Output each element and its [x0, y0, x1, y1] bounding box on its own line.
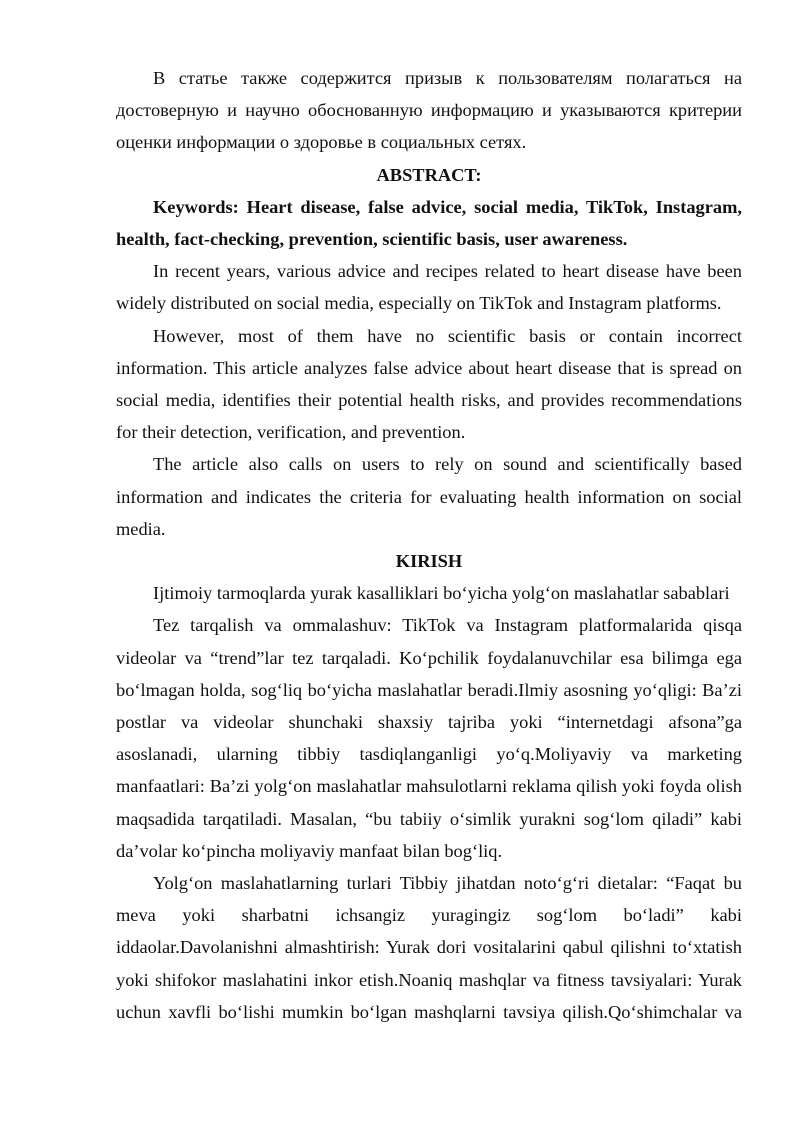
abstract-heading: ABSTRACT: — [376, 164, 482, 185]
intro-paragraph: Tez tarqalish va ommalashuv: TikTok va Instagram platformalarida qisqa videolar va “trend”lar tez tarqaladi. Ko‘pchilik foydalanuvchilar esa bilimga ega bo‘lmagan holda, sog‘liq bo‘yicha maslahatlar beradi.Ilmiy asosning yo‘qligi: Ba’zi postlar va videolar shunchaki shaxsiy tajriba yoki “internetdagi afsona”ga asoslanadi, ularning tibbiy tasdiqlanganligi yo‘q.Moliyaviy va marketing manfaatlari: Ba’zi yolg‘on maslahatlar mahsulotlarni reklama qilish yoki foyda olish maqsadida tarqatiladi. Masalan, “bu tabiiy o‘simlik yurakni sog‘lom qiladi” kabi da’volar ko‘pincha moliyaviy manfaat bilan bog‘liq. — [116, 615, 742, 861]
keywords-paragraph: Keywords: Heart disease, false advice, social media, TikTok, Instagram, health, fact-checking, prevention, scientific basis, user awareness. — [116, 196, 742, 250]
abstract-paragraph: In recent years, various advice and recipes related to heart disease have been widely distributed on social media, especially on TikTok and Instagram platforms. — [116, 261, 742, 314]
abstract-paragraph: However, most of them have no scientific basis or contain incorrect information. This article analyzes false advice about heart disease that is spread on social media, identifies their potential health risks, and provides recommendations for their detection, verification, and prevention. — [116, 325, 742, 443]
russian-abstract-closing-paragraph: В статье также содержится призыв к пользователям полагаться на достоверную и научно обоснованную информацию и указываются критерии оценки информации о здоровье в социальных сетях. — [116, 68, 742, 153]
intro-paragraph: Yolg‘on maslahatlarning turlari Tibbiy jihatdan noto‘g‘ri dietalar: “Faqat bu meva yoki sharbatni ichsangiz yuragingiz sog‘lom bo‘ladi” kabi iddaolar.Davolanishni almashtirish: Yurak dori vositalarini qabul qilishni to‘xtatish yoki shifokor maslahatini inkor etish.Noaniq mashqlar va fitness tavsiyalari: Yurak uchun xavfli bo‘lishi mumkin bo‘lgan mashqlarni tavsiya qilish.Qo‘shimchalar va — [116, 873, 742, 1022]
intro-heading: KIRISH — [395, 551, 463, 572]
abstract-paragraph: The article also calls on users to rely on sound and scientifically based information and indicates the criteria for evaluating health information on social media. — [116, 454, 742, 539]
intro-subheading: Ijtimoiy tarmoqlarda yurak kasalliklari bo‘yicha yolg‘on maslahatlar sabablari — [153, 583, 730, 604]
